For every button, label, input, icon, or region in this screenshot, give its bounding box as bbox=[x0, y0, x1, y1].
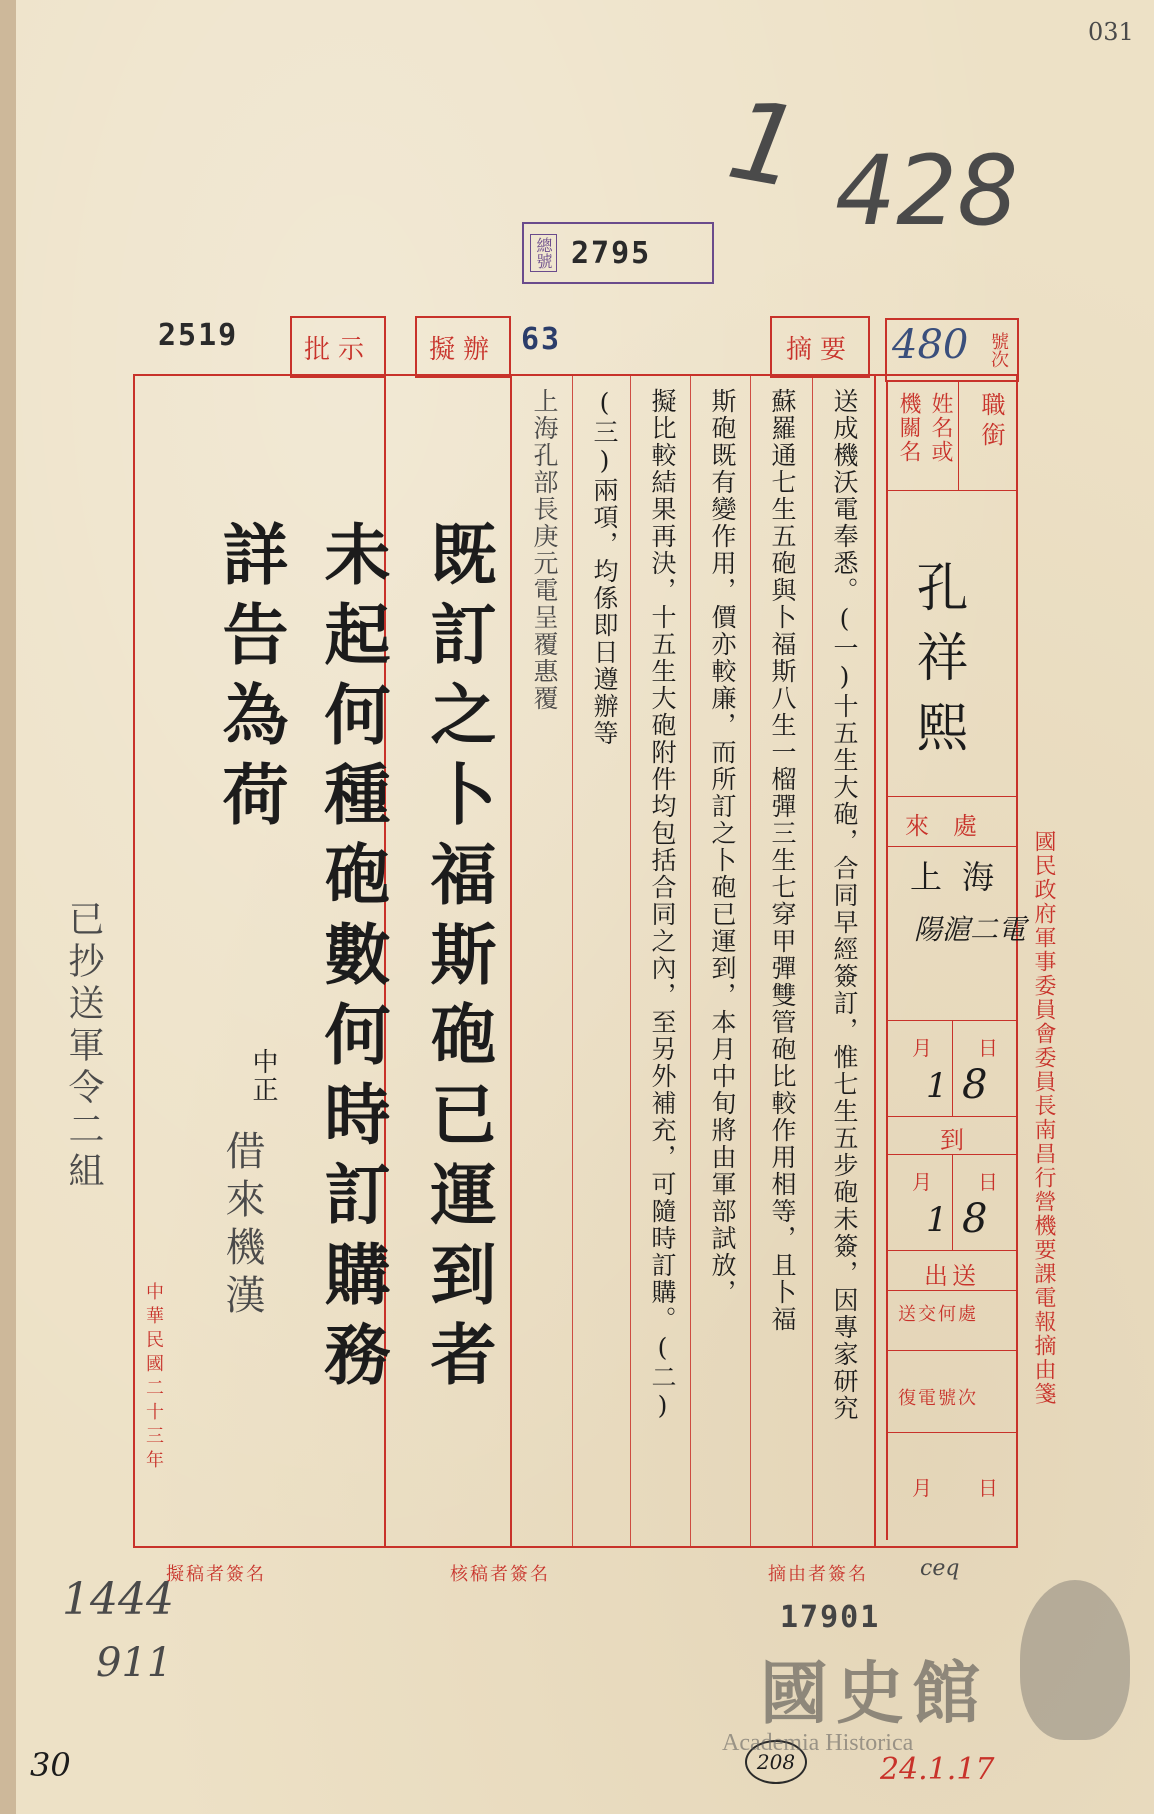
general-number-label: 總號 bbox=[530, 234, 557, 272]
table-border-bottom bbox=[133, 1546, 1018, 1548]
divider-2 bbox=[510, 374, 512, 1548]
label-xingming: 姓名或機關名 bbox=[896, 392, 953, 464]
corner-number: 031 bbox=[1088, 18, 1134, 46]
right-arrival-split bbox=[952, 1020, 953, 1116]
table-border-top bbox=[133, 374, 1018, 376]
right-split bbox=[958, 380, 959, 490]
right-column-inner bbox=[886, 380, 888, 1540]
bottom-pencil-date: 24.1.17 bbox=[880, 1752, 995, 1787]
sender-name: 孔祥熙 bbox=[907, 560, 967, 770]
instruction-sign: 中正 bbox=[248, 1048, 278, 1104]
summary-column-4: 擬比較結果再決，十五生大砲附件均包括合同之內，至另外補充，可隨時訂購。(二) bbox=[648, 388, 677, 1422]
general-number-value: 2795 bbox=[571, 235, 652, 271]
divider-7 bbox=[812, 374, 813, 1548]
arrival-day: 8 bbox=[962, 1062, 988, 1108]
label-laichu: 來處 bbox=[905, 812, 1001, 840]
bottom-day-label: 日 bbox=[978, 1476, 998, 1500]
date-label: 中華民國二十三年 bbox=[143, 1282, 164, 1474]
bottom-month-label: 月 bbox=[912, 1476, 932, 1500]
general-number-stamp bbox=[522, 222, 714, 284]
send-day: 8 bbox=[962, 1196, 988, 1242]
arrival-month: 1 bbox=[926, 1066, 948, 1106]
left-bottom-pencil-2: 911 bbox=[96, 1640, 173, 1686]
origin-message: 陽滬二電 bbox=[914, 913, 1027, 946]
pencil-mark-1: 1 bbox=[719, 74, 811, 214]
right-row-8 bbox=[886, 1290, 1016, 1291]
label-dao: 到 bbox=[940, 1126, 964, 1154]
circle-number: 208 bbox=[745, 1740, 807, 1784]
divider-8 bbox=[874, 374, 876, 1548]
number-2519: 2519 bbox=[158, 318, 239, 353]
instruction-column-3: 詳告為荷 bbox=[211, 520, 289, 840]
origin-place: 上海 bbox=[910, 858, 1015, 896]
watermark bbox=[720, 1640, 1140, 1760]
table-border-left bbox=[133, 374, 135, 1548]
left-bottom-pencil: 1444 bbox=[62, 1574, 174, 1625]
right-row-1 bbox=[886, 490, 1016, 491]
number-63: 63 bbox=[521, 322, 562, 357]
right-row-9 bbox=[886, 1350, 1016, 1351]
summary-column-2: 蘇羅通七生五砲與卜福斯八生一榴彈三生七穿甲彈雙管砲比較作用相等，且卜福 bbox=[768, 388, 797, 1333]
label-chusong: 出送 bbox=[924, 1262, 980, 1290]
left-margin-note: 已抄送軍令二組 bbox=[63, 900, 104, 1194]
table-border-right bbox=[1016, 374, 1018, 1548]
bottom-number: 17901 bbox=[780, 1600, 881, 1635]
divider-4 bbox=[630, 374, 631, 1548]
send-month-label: 月 bbox=[912, 1170, 932, 1194]
watermark-emblem-icon bbox=[1020, 1580, 1130, 1740]
right-row-5 bbox=[886, 1116, 1016, 1117]
arrival-day-label: 日 bbox=[978, 1036, 998, 1060]
instruction-column-1: 既訂之卜福斯砲已運到者 bbox=[419, 520, 497, 1400]
header-cihao: 號次 bbox=[885, 318, 1019, 382]
watermark-latin: Academia Historica bbox=[722, 1730, 914, 1756]
label-songjiao: 送交何處 bbox=[898, 1304, 978, 1325]
sig-hegao: 核稿者簽名 bbox=[450, 1564, 550, 1585]
instruction-column-2: 未起何種砲數何時訂購務 bbox=[313, 520, 391, 1400]
arrival-month-label: 月 bbox=[912, 1036, 932, 1060]
sig-zhaiyou: 摘由者簽名 bbox=[768, 1564, 868, 1585]
summary-column-6: 上海孔部長庚元電呈覆惠覆 bbox=[530, 388, 559, 712]
form-title: 國民政府軍事委員會委員長南昌行營機要課電報摘由箋 bbox=[1031, 830, 1056, 1406]
sig-nigao: 擬稿者簽名 bbox=[166, 1564, 266, 1585]
right-row-3 bbox=[886, 846, 1016, 847]
header-pishi: 批示 bbox=[290, 316, 386, 378]
header-niban: 擬辦 bbox=[415, 316, 511, 378]
send-month: 1 bbox=[926, 1200, 948, 1240]
pencil-mark-428: 428 bbox=[835, 135, 1019, 247]
send-day-label: 日 bbox=[978, 1170, 998, 1194]
summary-column-1: 送成機沃電奉悉。(一)十五生大砲，合同早經簽訂，惟七生五步砲未簽，因專家研究 bbox=[830, 388, 859, 1422]
divider-5 bbox=[690, 374, 691, 1548]
left-bottom-number: 30 bbox=[30, 1746, 71, 1784]
summary-column-5: (三)兩項，均係即日遵辦等 bbox=[590, 388, 619, 747]
divider-6 bbox=[750, 374, 751, 1548]
summary-column-3: 斯砲既有變作用，價亦較廉，而所訂之卜砲已運到，本月中旬將由軍部試放， bbox=[708, 388, 737, 1306]
right-row-4 bbox=[886, 1020, 1016, 1021]
header-zhaiyao: 摘要 bbox=[770, 316, 870, 378]
right-row-6 bbox=[886, 1154, 1016, 1155]
label-fudian: 復電號次 bbox=[898, 1388, 978, 1409]
paper-edge bbox=[0, 0, 16, 1814]
right-row-10 bbox=[886, 1432, 1016, 1433]
right-send-split bbox=[952, 1154, 953, 1250]
label-zhiwei: 職銜 bbox=[977, 392, 1005, 452]
small-note: ceq bbox=[920, 1556, 960, 1581]
right-row-2 bbox=[886, 796, 1016, 797]
instruction-note: 借來機漢 bbox=[219, 1130, 265, 1322]
cihao-value: 480 bbox=[892, 322, 969, 368]
divider-3 bbox=[572, 374, 573, 1548]
watermark-chinese: 國史館 bbox=[760, 1654, 989, 1734]
right-row-7 bbox=[886, 1250, 1016, 1251]
